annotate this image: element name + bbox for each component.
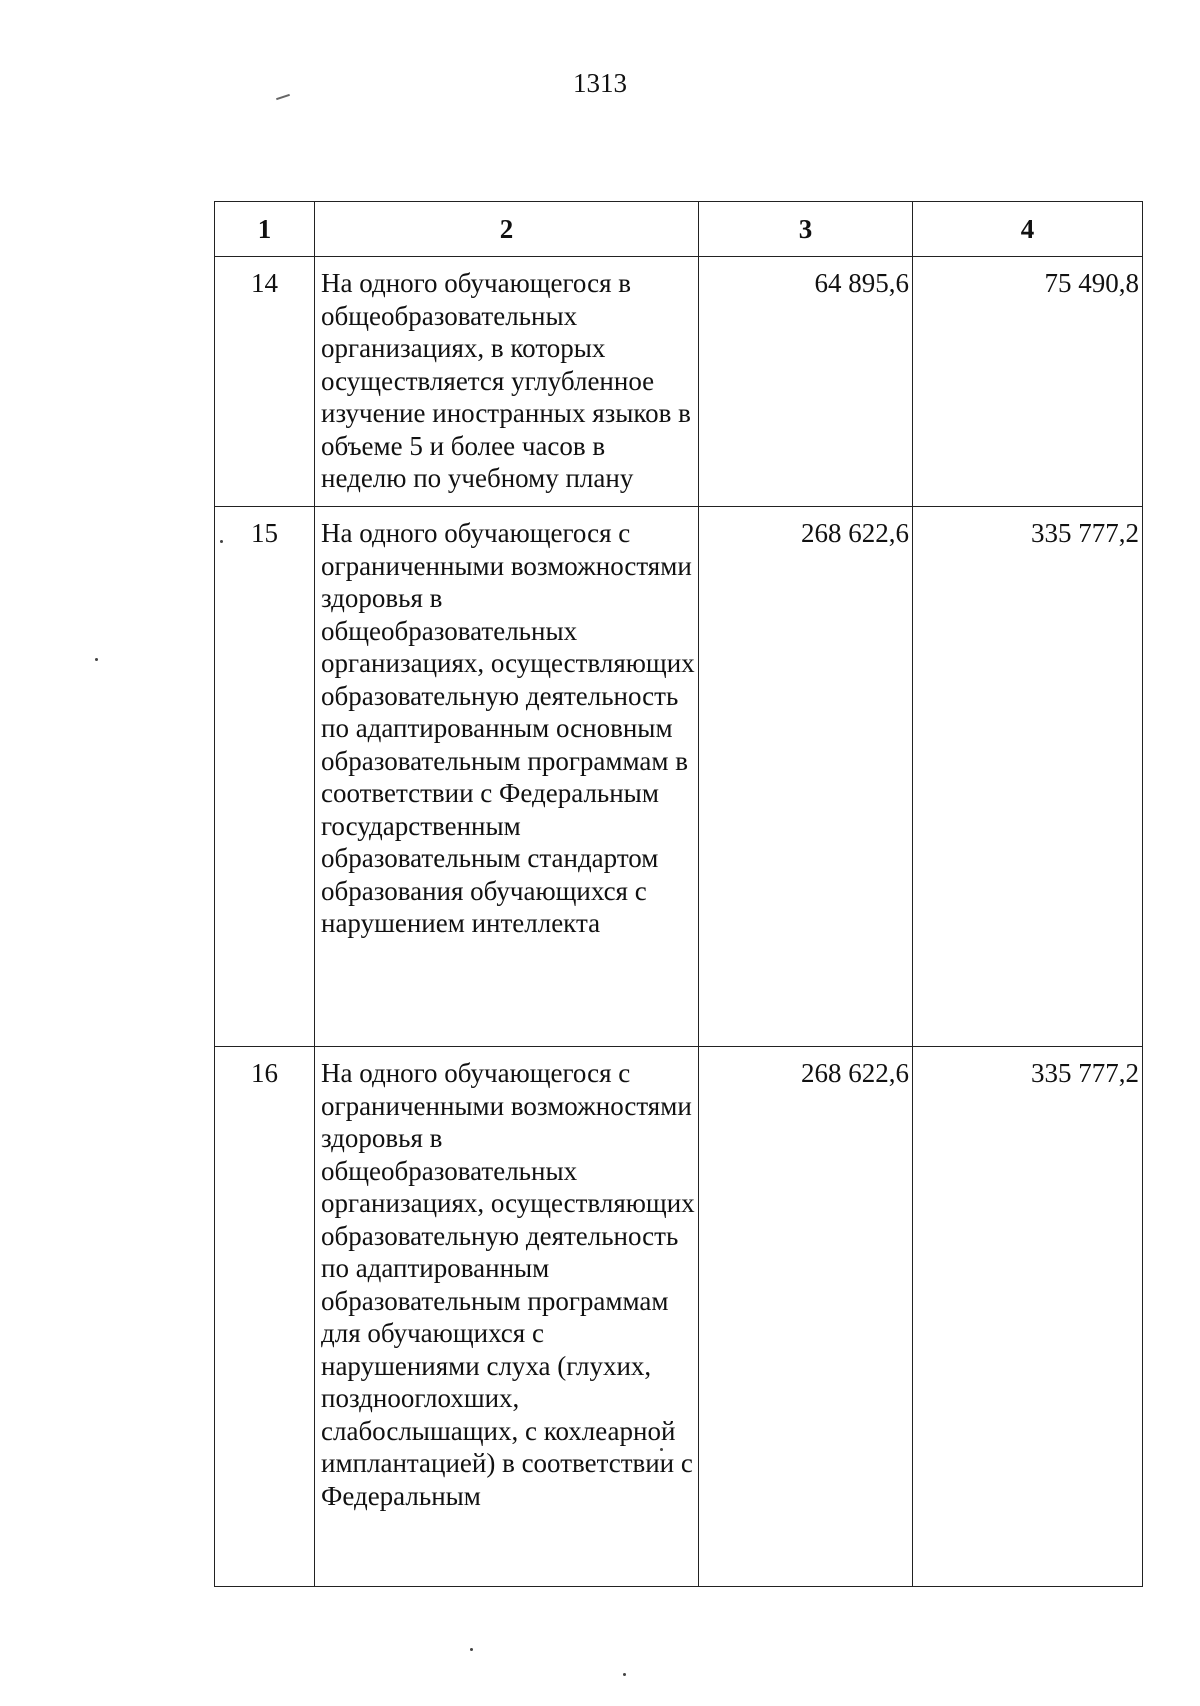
scan-speck [470, 1648, 473, 1651]
table-header-row [215, 202, 1143, 257]
column-header-1: 1 [215, 202, 315, 257]
row-number: 15 [215, 507, 315, 1047]
scan-speck [623, 1673, 626, 1676]
row-value-col3: 268 622,6 [699, 507, 913, 1047]
row-value-col4: 75 490,8 [913, 257, 1143, 507]
scan-speck [95, 658, 98, 661]
table-row [215, 507, 1143, 1047]
table-row [215, 1047, 1143, 1587]
row-value-col4: 335 777,2 [913, 1047, 1143, 1587]
row-number: 14 [215, 257, 315, 507]
column-header-2: 2 [315, 202, 699, 257]
row-value-col3: 64 895,6 [699, 257, 913, 507]
row-value-col3: 268 622,6 [699, 1047, 913, 1587]
row-value-col4: 335 777,2 [913, 507, 1143, 1047]
column-header-3: 3 [699, 202, 913, 257]
row-number: 16 [215, 1047, 315, 1587]
page-number: 1313 [573, 68, 627, 98]
table-row [215, 257, 1143, 507]
row-description: На одного обучающегося с ограниченными возможностями здоровья в общеобразовательных организациях, осуществляющих образовательную деятельность по адаптированным основным образовательным программам в соответствии с Федеральным государственным образовательным стандартом образования обучающихся с нарушением интеллекта [315, 507, 699, 1047]
row-description: На одного обучающегося в общеобразовательных организациях, в которых осуществляется углубленное изучение иностранных языков в объеме 5 и более часов в неделю по учебному плану [315, 257, 699, 507]
row-description: На одного обучающегося с ограниченными возможностями здоровья в общеобразовательных организациях, осуществляющих образовательную деятельность по адаптированным образовательным программам для обучающихся с нарушениями слуха (глухих, позднооглохших, слабослышащих, с кохлеарной имплантацией) в соответствии с Федеральным [315, 1047, 699, 1587]
column-header-4: 4 [913, 202, 1143, 257]
norms-table [214, 201, 1143, 1587]
